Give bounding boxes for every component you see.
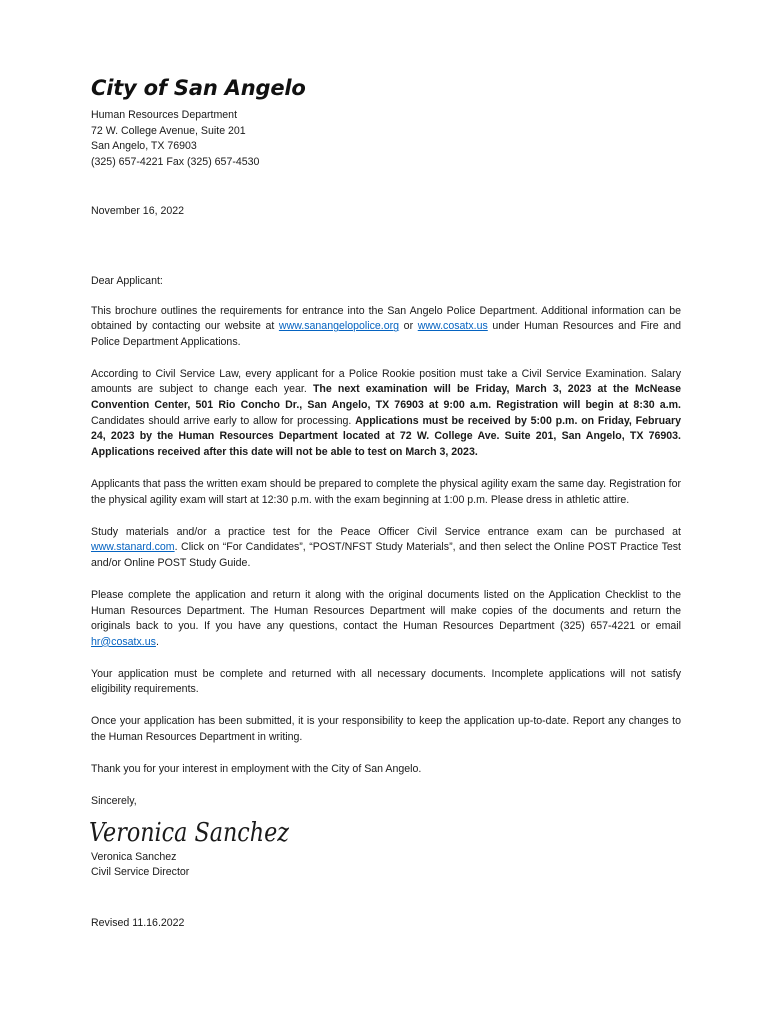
return-text-1: Please complete the application and return it along with the original documents listed on the Application Checklist to the Human Resources Department. The Human Resources Department will make copies of the documents and return the originals back to you. If you have any questions, contact the Human Resources Department (325) 657-4221 or email <box>91 588 681 633</box>
application-deadline-bold: Applications must be received by 5:00 p.m. on Friday, February 24, 2023 by the Human Resources Department located at 72 W. College Ave. Suite 201, San Angelo, TX 76903. Applications received after this date will not be able to test on March 3, 2023. <box>91 414 681 458</box>
signer-title: Civil Service Director <box>91 866 190 879</box>
exam-date-bold: The next examination will be Friday, March 3, 2023 at the McNease Convention Center, 501 Rio Concho Dr., San Angelo, TX 76903 at 9:00 a.m. Registration will begin at 8:30 a.m. <box>91 383 681 412</box>
closing: Sincerely, <box>91 795 137 808</box>
paragraph-application-return <box>91 588 681 650</box>
address-line-1: 72 W. College Avenue, Suite 201 <box>91 124 246 137</box>
city-website-link[interactable]: www.cosatx.us <box>417 320 488 333</box>
exam-text-1: According to Civil Service Law, every applicant for a Police Rookie position must take a Civil Service Examination. Salary amounts are subject to change each year. <box>91 367 681 396</box>
paragraph-exam-info <box>91 367 681 461</box>
paragraph-completeness: Your application must be complete and returned with all necessary documents. Incomplete applications will not satisfy eligibility requirements. <box>91 667 681 696</box>
revision-note: Revised 11.16.2022 <box>91 917 185 929</box>
signer-name: Veronica Sanchez <box>91 850 177 863</box>
paragraph-thanks: Thank you for your interest in employment with the City of San Angelo. <box>91 763 422 776</box>
study-text-2: . Click on “For Candidates”, “POST/NFST Study Materials”, and then select the Online POST Practice Test and/or Online POST Study Guide. <box>91 541 681 569</box>
signature-block <box>91 794 681 881</box>
paragraph-up-to-date: Once your application has been submitted, it is your responsibility to keep the application up-to-date. Report any changes to the Human Resources Department in writing. <box>91 715 681 744</box>
greeting: Dear Applicant: <box>91 275 163 287</box>
department-name: Human Resources Department <box>91 109 238 121</box>
address-line-2: San Angelo, TX 76903 <box>91 140 197 153</box>
letter-body <box>91 274 681 881</box>
intro-text-3: under Human Resources and Fire and Police Department Applications. <box>91 320 681 348</box>
hr-email-link[interactable]: hr@cosatx.us <box>91 635 156 648</box>
phone-fax: (325) 657-4221 Fax (325) 657-4530 <box>91 155 260 168</box>
letter-date: November 16, 2022 <box>91 205 185 217</box>
paragraph-physical-agility: Applicants that pass the written exam should be prepared to complete the physical agility exam the same day. Registration for the physical agility exam will start at 12:30 p.m. with the exam beginning at 1:00 p.m. Please dress in athletic attire. <box>91 477 681 506</box>
intro-text-2: or <box>399 320 418 333</box>
handwritten-signature <box>87 814 297 848</box>
organization-title: City of San Angelo <box>91 76 306 100</box>
paragraph-intro <box>91 304 681 351</box>
paragraph-study-materials <box>91 525 681 572</box>
intro-text-1: This brochure outlines the requirements for entrance into the San Angelo Police Department. Additional information can be obtained by contacting our website at <box>91 304 681 333</box>
letterhead <box>91 76 306 170</box>
exam-text-2: Candidates should arrive early to allow for processing. <box>91 414 356 427</box>
stanard-link[interactable]: www.stanard.com <box>91 541 175 554</box>
study-text-1: Study materials and/or a practice test for the Peace Officer Civil Service entrance exam can be purchased at <box>91 525 681 538</box>
signature-text: Veronica Sanchez <box>89 817 290 848</box>
police-website-link[interactable]: www.sanangelopolice.org <box>278 320 400 333</box>
return-text-2: . <box>155 635 159 648</box>
